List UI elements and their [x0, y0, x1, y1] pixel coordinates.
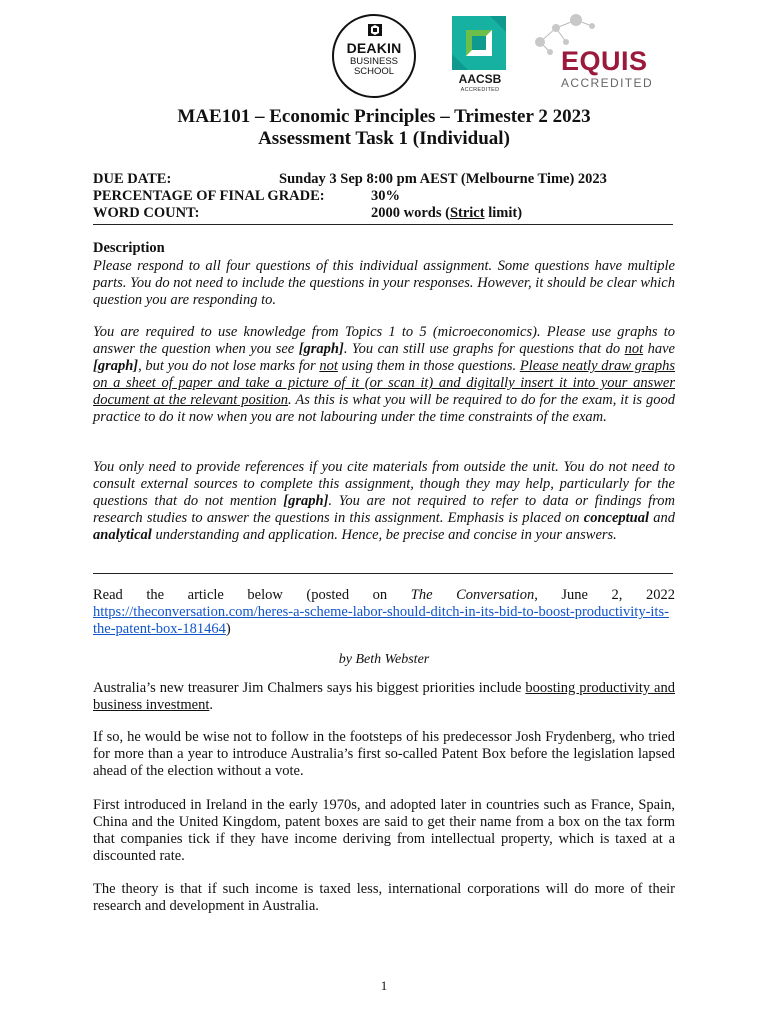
description-paragraph-2 [93, 324, 675, 426]
document-title: MAE101 – Economic Principles – Trimester 2 2023 [177, 106, 591, 127]
p2-text-d: , but you do not lose marks for [138, 358, 320, 374]
equis-logo [530, 12, 660, 96]
due-date-value: Sunday 3 Sep 8:00 pm AEST (Melbourne Time) 2023 [279, 171, 607, 187]
p3-text-a: You only need to provide references if you cite materials from outside the unit. You do not need to consult external sources to complete this assignment, though they may help, particularly for the questions that do not mention [93, 459, 675, 509]
equis-name: EQUIS [561, 46, 648, 76]
p2-not-1: not [624, 341, 644, 357]
p3-text-b: . You are not required to refer to data or findings from research studies to answer the questions in this assignment. Emphasis is placed on [93, 493, 675, 526]
article-intro-text-b: , June 2, 2022 [534, 587, 675, 603]
percentage-label: PERCENTAGE OF FINAL GRADE: [93, 188, 325, 204]
aacsb-logo [452, 16, 508, 96]
article-p1-text-a: Australia’s new treasurer Jim Chalmers says his biggest priorities include [93, 680, 526, 696]
due-date-label: DUE DATE: [93, 171, 172, 187]
p2-graph-tag-1: [graph] [298, 341, 344, 357]
page-number: 1 [380, 978, 388, 993]
p3-text-d: understanding and application. Hence, be precise and concise in your answers. [151, 527, 617, 543]
description-paragraph-1: Please respond to all four questions of this individual assignment. Some questions have multiple parts. You do not need to include the questions in your responses. However, it should be clear which question you are responding to. [93, 258, 675, 308]
percentage-value: 30% [371, 188, 400, 204]
deakin-name: DEAKIN [346, 40, 402, 56]
p2-text-b: . You can still use graphs for questions that do [343, 341, 625, 357]
article-paragraph-1 [93, 680, 675, 714]
article-source: The Conversation [410, 587, 535, 603]
description-paragraph-3 [93, 459, 675, 544]
article-url-link[interactable]: https://theconversation.com/heres-a-scheme-labor-should-ditch-in-its-bid-to-boost-productivity-its-the-patent-box-181464 [93, 604, 669, 637]
p2-underlined-instruction: Please neatly draw graphs on a sheet of paper and take a picture of it (or scan it) and digitally insert it into your answer document at the relevant position [93, 358, 676, 408]
divider-top [93, 224, 673, 225]
p3-analytical: analytical [93, 527, 152, 543]
article-paragraph-4: The theory is that if such income is taxed less, international corporations will do more of their research and development in Australia. [93, 881, 675, 914]
aacsb-name: AACSB [458, 72, 502, 86]
deakin-line2: SCHOOL [353, 66, 395, 77]
word-count-value [371, 205, 522, 222]
equis-accredited: ACCREDITED [561, 76, 654, 90]
logo-row [0, 12, 768, 96]
article-intro-text-a: Read the article below (posted on [93, 587, 411, 603]
p2-text-c: have [643, 341, 675, 357]
p3-conceptual: conceptual [583, 510, 650, 526]
p3-text-c: and [649, 510, 676, 526]
p3-graph-tag: [graph] [283, 493, 329, 509]
word-count-pre: 2000 words ( [371, 205, 450, 221]
deakin-line1: BUSINESS [349, 56, 399, 67]
article-p1-text-b: . [209, 697, 214, 713]
word-count-strict: Strict [449, 205, 485, 221]
deakin-crest-icon [368, 24, 382, 36]
aacsb-accredited: ACCREDITED [460, 87, 500, 93]
article-intro [93, 587, 675, 638]
description-heading: Description [93, 240, 165, 256]
p2-text-e: using them in those questions. [337, 358, 520, 374]
p2-text-f: . As this is what you will be required to do for the exam, it is good practice to do it now when you are not labouring under the time constraints of the exam. [93, 392, 675, 425]
p2-graph-tag-2: [graph] [93, 358, 139, 374]
deakin-logo [332, 14, 416, 98]
divider-bottom [93, 573, 673, 574]
article-byline: by Beth Webster [338, 652, 430, 667]
productivity-link[interactable]: boosting productivity and business investment [93, 680, 675, 713]
deakin-subtitle [334, 57, 414, 77]
article-intro-text-c: ) [225, 621, 231, 637]
article-paragraph-3: First introduced in Ireland in the early 1970s, and adopted later in countries such as France, Spain, China and the United Kingdom, patent boxes are said to get their name from a box on the tax form that companies tick if they have income deriving from intellectual property, which is taxed at a discounted rate. [93, 797, 675, 864]
word-count-label: WORD COUNT: [93, 205, 200, 221]
p2-not-2: not [319, 358, 338, 374]
document-subtitle: Assessment Task 1 (Individual) [258, 128, 510, 149]
p2-text-a: You are required to use knowledge from Topics 1 to 5 (microeconomics). Please use graphs to answer the question when you see [93, 324, 675, 357]
aacsb-mark-icon [452, 16, 506, 70]
word-count-post: limit) [484, 205, 523, 221]
article-paragraph-2: If so, he would be wise not to follow in the footsteps of his predecessor Josh Frydenberg, who tried for more than a year to introduce Australia’s first so-called Patent Box before the legislation lapsed ahead of the election without a vote. [93, 729, 675, 779]
